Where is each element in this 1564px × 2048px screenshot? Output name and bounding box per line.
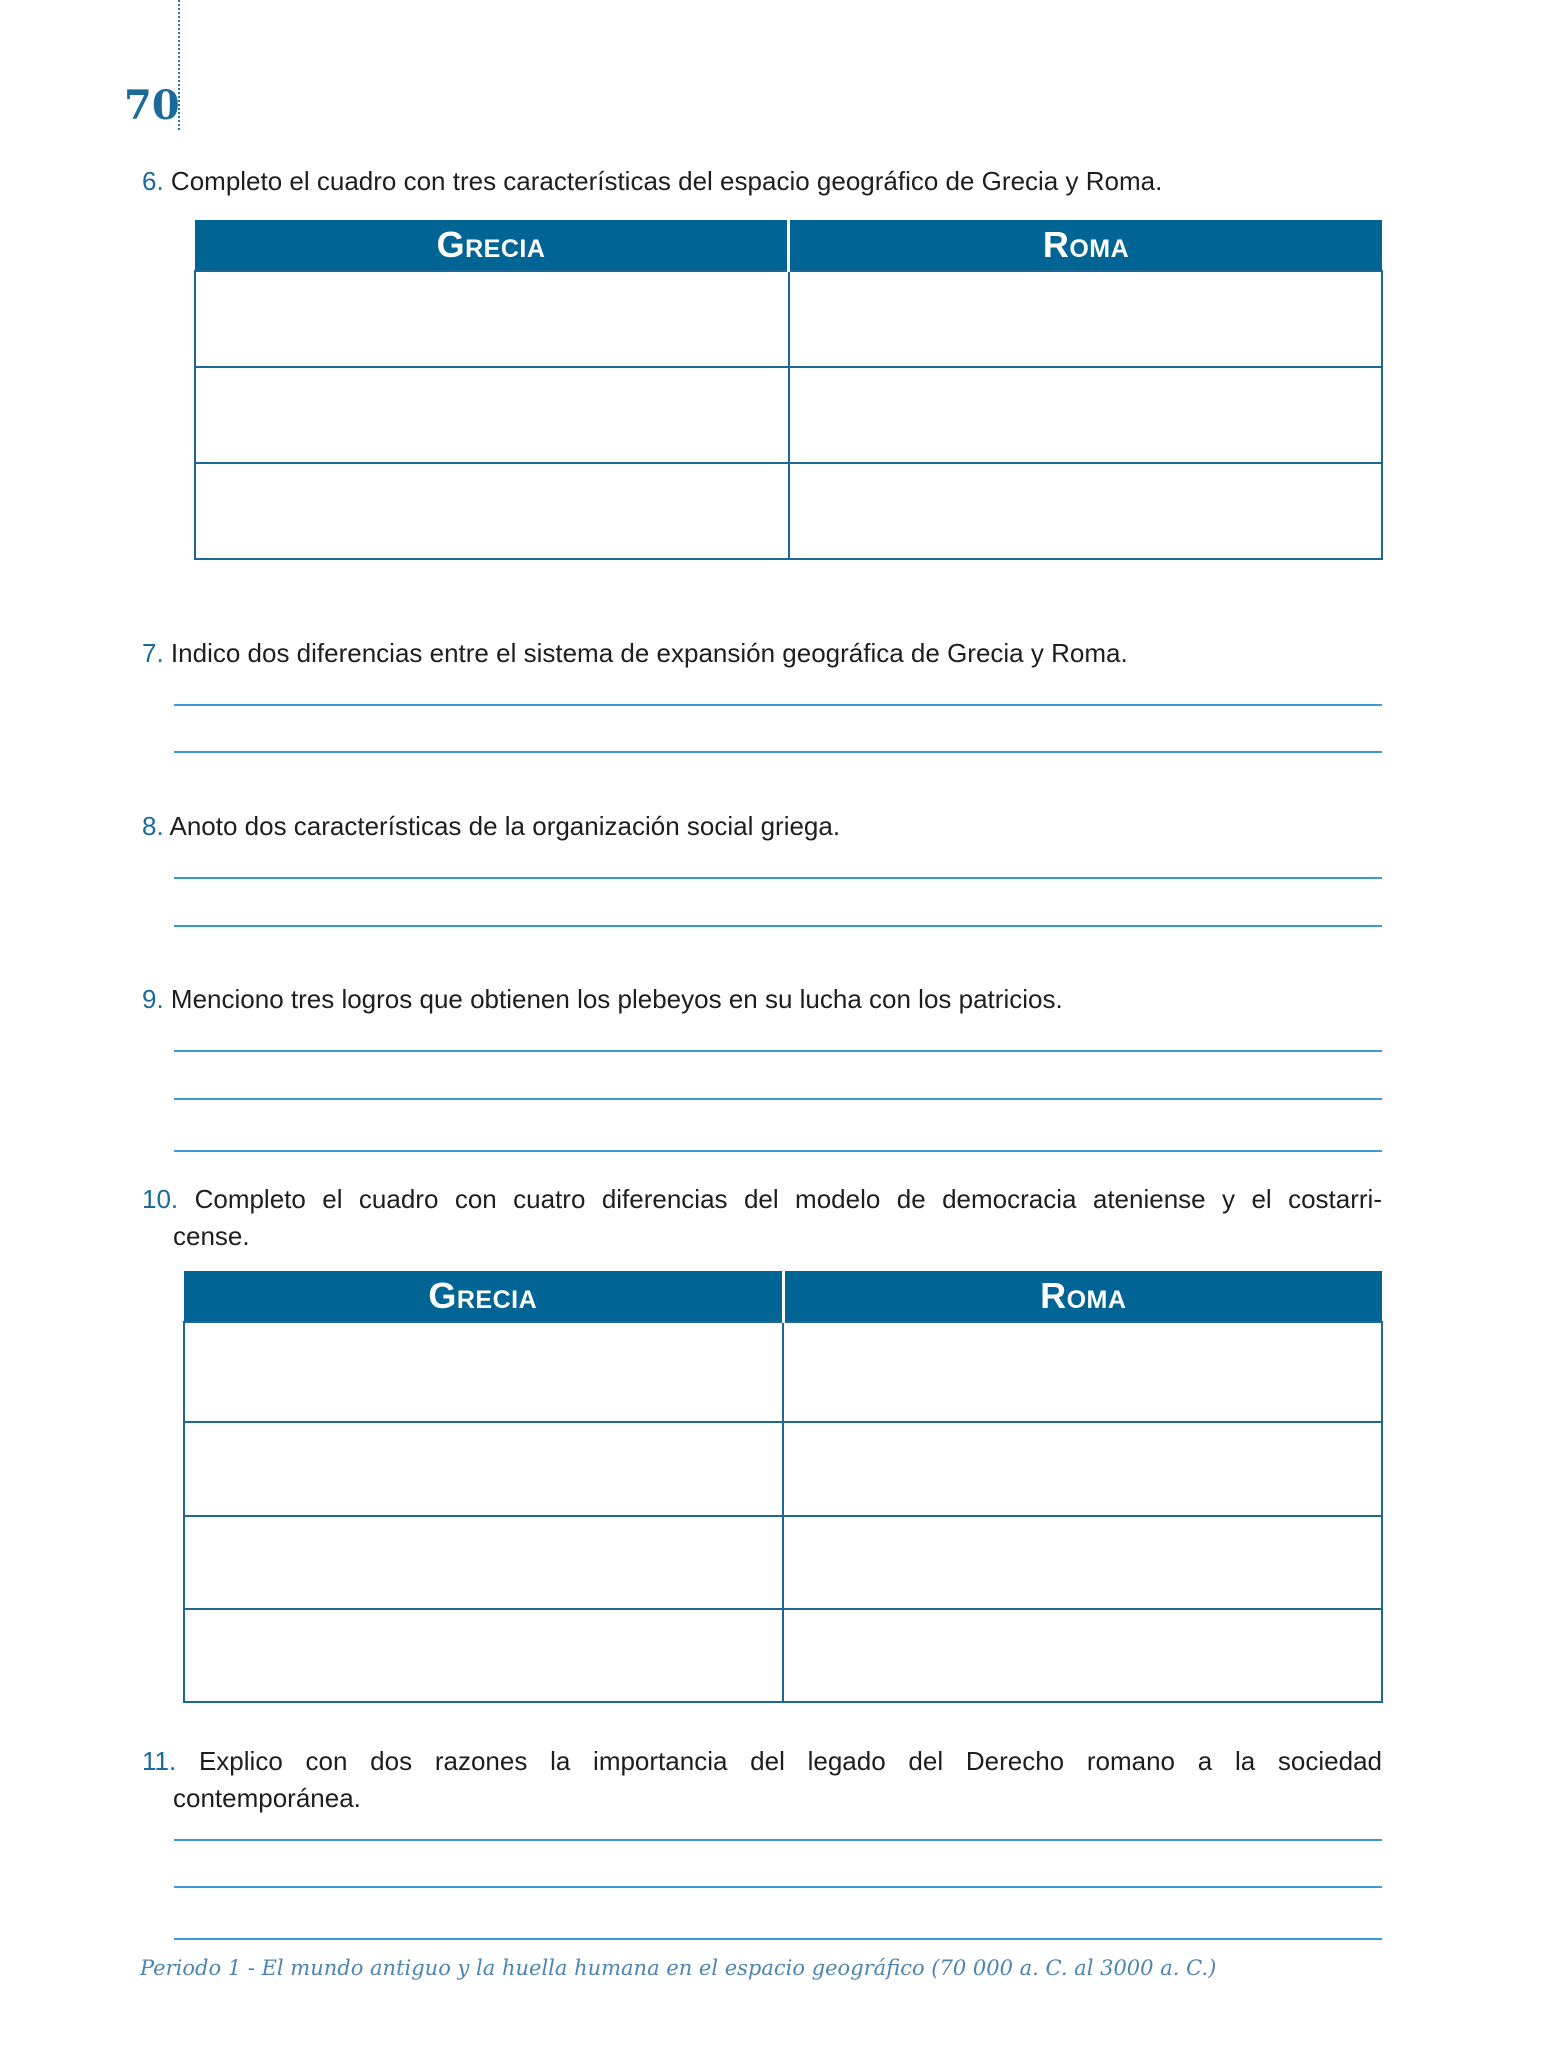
question-9 [142, 980, 1382, 1018]
table-row [195, 367, 1382, 463]
answer-cell-roma[interactable] [789, 463, 1383, 559]
answer-cell-roma[interactable] [789, 271, 1383, 367]
answer-line[interactable] [174, 751, 1382, 753]
answer-cell-grecia[interactable] [195, 367, 789, 463]
table-row [184, 1609, 1382, 1702]
answer-cell-roma[interactable] [783, 1609, 1382, 1702]
question-text: Indico dos diferencias entre el sistema de expansión geográfica de Grecia y Roma. [170, 638, 1128, 668]
answer-line[interactable] [174, 1098, 1382, 1100]
question-8 [142, 807, 1382, 845]
answer-line[interactable] [174, 1839, 1382, 1841]
question-text: Anoto dos características de la organización social griega. [169, 811, 841, 841]
answer-cell-roma[interactable] [783, 1516, 1382, 1609]
answer-line[interactable] [174, 1050, 1382, 1052]
question-text: Menciono tres logros que obtienen los plebeyos en su lucha con los patricios. [170, 984, 1063, 1014]
answer-cell-grecia[interactable] [184, 1422, 783, 1516]
question-text: Explico con dos razones la importancia del legado del Derecho romano a la sociedad [198, 1746, 1382, 1776]
header-roma: Roma [789, 220, 1383, 271]
table-row [195, 463, 1382, 559]
question-10 [142, 1180, 1382, 1218]
answer-cell-grecia[interactable] [184, 1516, 783, 1609]
question-number: 11. [142, 1746, 177, 1776]
answer-cell-grecia[interactable] [195, 271, 789, 367]
question-number: 7. [142, 638, 164, 668]
header-grecia: Grecia [184, 1271, 783, 1322]
answer-cell-roma[interactable] [789, 367, 1383, 463]
question-number: 9. [142, 984, 164, 1014]
answer-line[interactable] [174, 925, 1382, 927]
table-header-row [195, 220, 1382, 271]
header-grecia: Grecia [195, 220, 789, 271]
answer-line[interactable] [174, 704, 1382, 706]
question-number: 10. [142, 1184, 179, 1214]
question-number: 8. [142, 811, 164, 841]
table-grecia-roma-geography [194, 220, 1383, 560]
answer-line[interactable] [174, 877, 1382, 879]
question-7 [142, 634, 1382, 672]
question-6 [142, 162, 1382, 200]
answer-cell-grecia[interactable] [184, 1322, 783, 1422]
answer-line[interactable] [174, 1886, 1382, 1888]
answer-line[interactable] [174, 1150, 1382, 1152]
page-number: 70 [124, 82, 180, 129]
table-row [184, 1322, 1382, 1422]
table-row [184, 1516, 1382, 1609]
answer-cell-grecia[interactable] [195, 463, 789, 559]
answer-cell-roma[interactable] [783, 1422, 1382, 1516]
question-text-continuation: contemporánea. [173, 1783, 361, 1813]
answer-line[interactable] [174, 1938, 1382, 1940]
question-text: Completo el cuadro con tres características del espacio geográfico de Grecia y Roma. [170, 166, 1163, 196]
table-header-row [184, 1271, 1382, 1322]
answer-cell-grecia[interactable] [184, 1609, 783, 1702]
question-text-continuation: cense. [173, 1221, 250, 1251]
page-footer: Periodo 1 - El mundo antiguo y la huella humana en el espacio geográfico (70 000 a. C. al 3000 a. C.) [140, 1956, 1217, 1980]
table-row [184, 1422, 1382, 1516]
table-row [195, 271, 1382, 367]
answer-cell-roma[interactable] [783, 1322, 1382, 1422]
table-democracia-comparison [183, 1271, 1383, 1703]
question-text: Completo el cuadro con cuatro diferencias del modelo de democracia ateniense y el costarri- [194, 1184, 1382, 1214]
question-number: 6. [142, 166, 164, 196]
question-11 [142, 1742, 1382, 1780]
header-roma: Roma [783, 1271, 1382, 1322]
